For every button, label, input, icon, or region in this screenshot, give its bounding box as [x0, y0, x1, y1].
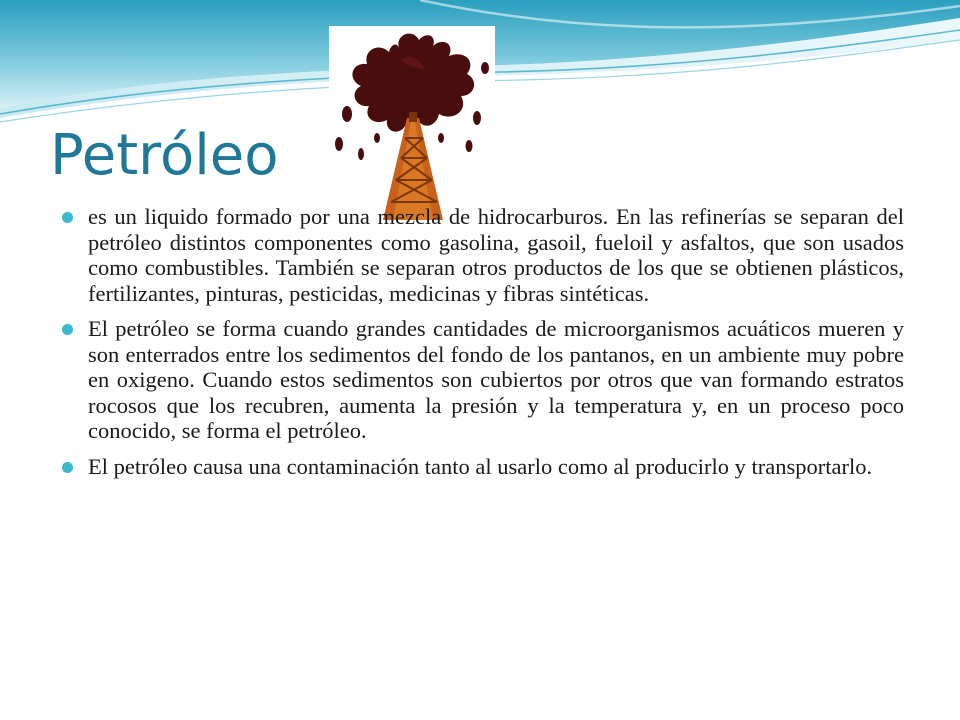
bullet-dot-icon [62, 324, 73, 335]
bullet-list [62, 204, 904, 489]
slide-title: Petróleo [50, 123, 279, 188]
bullet-text: El petróleo causa una contaminación tanto al usarlo como al producirlo y transportarlo. [88, 453, 873, 479]
oil-derrick-gushing-icon [329, 26, 495, 220]
bullet-text: es un liquido formado por una mezcla de hidrocarburos. En las refinerías se separan del petróleo distintos componentes como gasolina, gasoil, fueloil y asfaltos, que son usados como combustibles. También se separan otros productos de los que se obtienen plásticos, fertilizantes, pinturas, pesticidas, medicinas y fibras sintéticas. [88, 204, 904, 306]
bullet-item [62, 454, 904, 480]
bullet-item [62, 204, 904, 306]
bullet-item [62, 316, 904, 444]
bullet-dot-icon [62, 462, 73, 473]
bullet-dot-icon [62, 212, 73, 223]
bullet-text: El petróleo se forma cuando grandes cantidades de microorganismos acuáticos mueren y son enterrados entre los sedimentos del fondo de los pantanos, en un ambiente muy pobre en oxigeno. Cuando estos sedimentos son cubiertos por otros que van formando estratos rocosos que los recubren, aumenta la presión y la temperatura y, en un proceso poco conocido, se forma el petróleo. [88, 316, 904, 443]
